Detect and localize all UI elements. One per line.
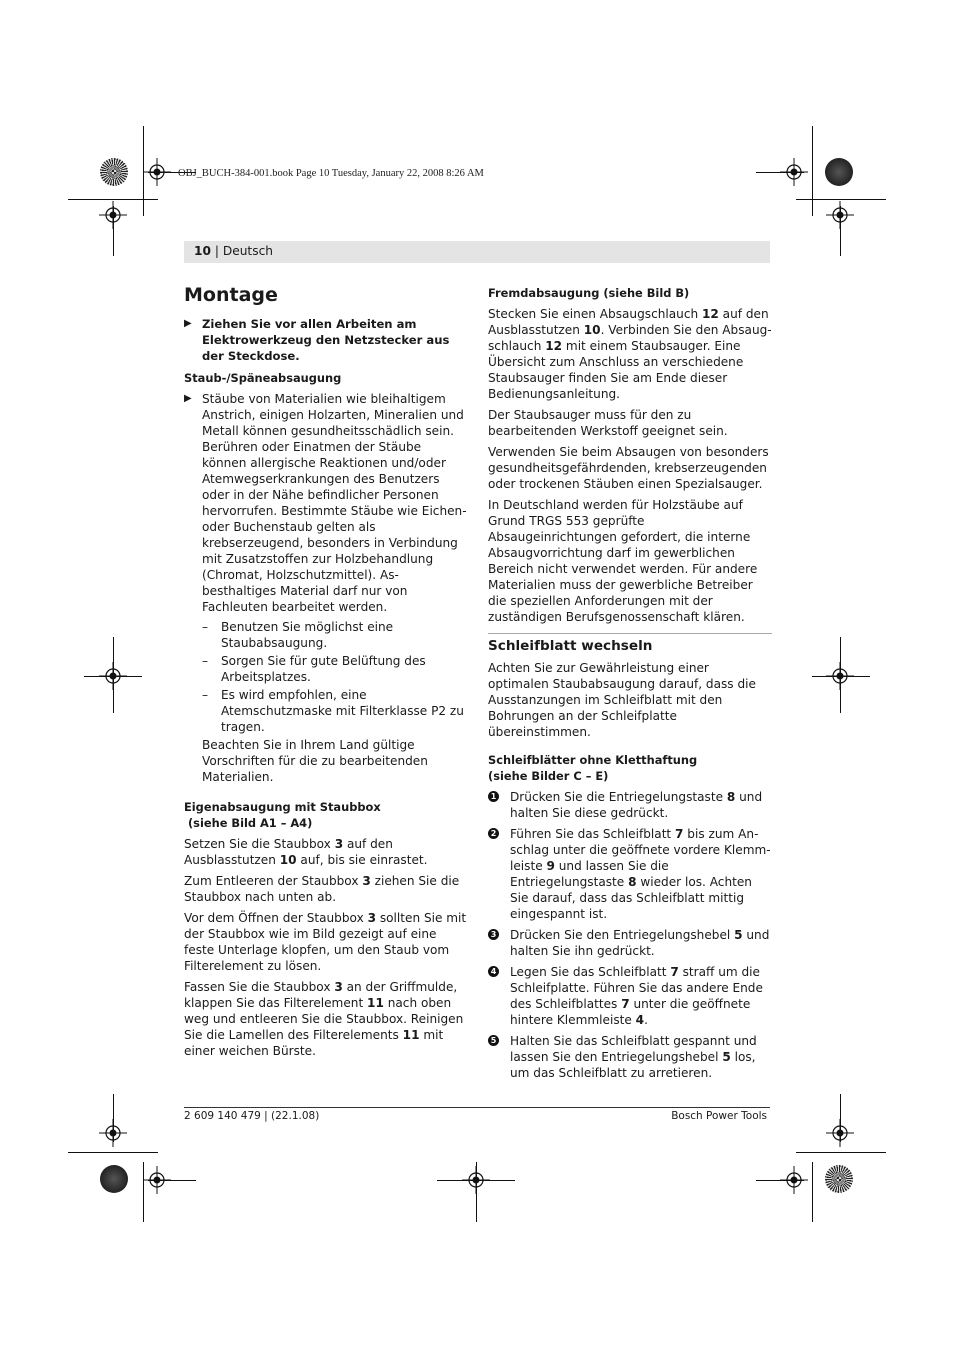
paragraph-attach-box [184, 836, 468, 868]
book-info-line: OBJ_BUCH-384-001.book Page 10 Tuesday, January 22, 2008 8:26 AM [178, 168, 484, 179]
text-run: auf den Ausblasstutzen [488, 307, 769, 337]
text-run: wieder los. Achten Sie darauf, dass das Schleifblatt mittig eingespannt ist. [510, 875, 752, 921]
text-run: ziehen Sie die Staubbox nach unten ab. [184, 874, 460, 904]
header-language: Deutsch [222, 244, 273, 258]
regulations-note: Beachten Sie in Ihrem Land gültige Vorschriften für die zu bearbeitenden Materialien. [202, 738, 428, 784]
text-run: Legen Sie das Schleifblatt [510, 965, 671, 979]
text-run: und lassen Sie die Entriegelungstaste [510, 859, 669, 889]
crop-mark [840, 1094, 841, 1142]
dash-item: – Sorgen Sie für gute Belüftung des Arbeitsplatzes. [202, 654, 426, 684]
text-run: an der Griffmulde, klappen Sie das Filterelement [184, 980, 458, 1010]
paragraph-empty-box [184, 873, 468, 905]
text-run: Stecken Sie einen Absaugschlauch [488, 307, 702, 321]
text-run: auf den Ausblasstutzen [184, 837, 393, 867]
text-run: Halten Sie das Schleifblatt gespannt und lassen Sie den Entriegelungshebel [510, 1034, 757, 1064]
step-item [488, 1033, 772, 1081]
text-run: . [644, 1013, 648, 1027]
text-run: unter die geöffnete hintere Klemmleiste [510, 997, 751, 1027]
crop-mark [840, 206, 841, 256]
heading-own-extraction-ref: (siehe Bild A1 – A4) [184, 816, 313, 830]
dash-item: – Es wird empfohlen, eine Atemschutzmaske mit Filterklasse P2 zu tragen. [202, 688, 464, 734]
paragraph-vacuum-suitable: Der Staubsauger muss für den zu bearbeitenden Werkstoff geeignet sein. [488, 408, 728, 438]
part-number: 12 [545, 339, 563, 353]
step-text [510, 827, 771, 921]
paragraph-connect-hose [488, 306, 772, 402]
step-item [488, 964, 772, 1028]
text-run: Drücken Sie den Entriegelungshebel [510, 928, 735, 942]
part-number: 5 [722, 1050, 731, 1064]
text-run: Führen Sie das Schleifblatt [510, 827, 676, 841]
paragraph-alignment: Achten Sie zur Gewährleistung einer optimalen Staubabsaugung darauf, dass die Ausstanzungen im Schleifblatt mit den Bohrungen an der Schleifplatte übereinstimmen. [488, 661, 756, 739]
crop-mark [812, 1162, 813, 1222]
crop-mark [437, 1180, 515, 1181]
part-number: 8 [726, 790, 736, 804]
text-run: Drücken Sie die Entriegelungstaste [510, 790, 727, 804]
warning-unplug-text: Ziehen Sie vor allen Arbeiten am Elektrowerkzeug den Netzstecker aus der Steckdose. [202, 317, 450, 363]
crop-mark [68, 199, 158, 200]
part-number: 3 [367, 911, 376, 925]
heading-change-sanding-sheet: Schleifblatt wechseln [488, 638, 653, 654]
text-run: los, um das Schleifblatt zu arretieren. [510, 1050, 756, 1080]
heading-no-velcro: Schleifblätter ohne Kletthaftung [488, 753, 698, 767]
text-run: straff um die Schleifplatte. Führen Sie das andere Ende des Schleifblattes [510, 965, 763, 1011]
color-target-icon [825, 158, 853, 186]
crop-mark [812, 676, 870, 677]
text-run: und halten Sie ihn gedrückt. [510, 928, 770, 958]
step-text [510, 790, 762, 820]
text-run: bis zum Anschlag unter die geöffnete vordere Klemmleiste [510, 827, 771, 873]
warning-dust [184, 391, 468, 615]
text-run: . Verbinden Sie den Absaugschlauch [488, 323, 772, 353]
color-target-icon [100, 158, 128, 186]
text-run: mit einer weichen Bürste. [184, 1028, 444, 1058]
triangle-bullet-icon: ▶ [184, 393, 192, 404]
part-number: 10 [583, 323, 601, 337]
paragraph-trgs: In Deutschland werden für Holzstäube auf Grund TRGS 553 geprüfte Absaugeinrichtungen gefordert, die interne Absaugvorrichtung darf im gewerblichen Bereich nicht verwendet werden. Für andere Materialien muss der gewerbliche Betreiber die speziellen Anforderungen mit der zuständigen Berufsgenossenschaft klären. [488, 498, 758, 624]
part-number: 11 [402, 1028, 420, 1042]
step-number-badge: 4 [488, 966, 499, 977]
page-header [194, 244, 273, 258]
page-header-bar [184, 241, 770, 263]
page-number: 10 [194, 244, 211, 258]
right-column [488, 285, 772, 1086]
heading-dust-extraction: Staub-/Späneabsaugung [184, 371, 342, 385]
heading-no-velcro-ref: (siehe Bilder C – E) [488, 769, 609, 783]
section-title-montage: Montage [184, 284, 278, 306]
part-number: 7 [621, 997, 630, 1011]
left-column [184, 283, 468, 1064]
part-number: 10 [279, 853, 297, 867]
step-item [488, 789, 772, 821]
text-run: Fassen Sie die Staubbox [184, 980, 335, 994]
crop-mark [68, 1152, 158, 1153]
triangle-bullet-icon: ▶ [184, 318, 192, 329]
header-separator: | [210, 244, 223, 258]
crop-mark [796, 199, 886, 200]
part-number: 3 [334, 980, 343, 994]
heading-external-extraction: Fremdabsaugung (siehe Bild B) [488, 286, 690, 300]
step-item [488, 826, 772, 922]
part-number: 8 [628, 875, 637, 889]
crop-mark [113, 637, 114, 713]
paragraph-special-vacuum: Verwenden Sie beim Absaugen von besonders gesundheitsgefährdenden, krebserzeugenden oder trockenen Stäuben einen Spezialsauger. [488, 445, 769, 491]
text-run: und halten Sie diese gedrückt. [510, 790, 763, 820]
text-run: auf, bis sie einrastet. [296, 853, 428, 867]
dash-list [184, 619, 468, 735]
crop-mark [143, 126, 144, 216]
section-divider [488, 633, 772, 655]
part-number: 12 [701, 307, 719, 321]
text-run: Vor dem Öffnen der Staubbox [184, 911, 368, 925]
part-number: 9 [546, 859, 555, 873]
crop-mark [756, 172, 804, 173]
crop-mark [756, 1180, 804, 1181]
color-target-icon [100, 1165, 128, 1193]
warning-dust-text: Stäube von Materialien wie bleihaltigem Anstrich, einigen Holzarten, Mineralien und Metall können gesundheitsschädlich sein. Berühren oder Einatmen der Stäube können allergische Reaktionen und/oder Atemwegserkrankungen des Benutzers oder in der Nähe befindlicher Personen hervorrufen. Bestimmte Stäube wie Eichen- oder Buchenstaub gelten als krebserzeugend, besonders in Verbindung mit Zusatzstoffen zur Holzbehandlung (Chromat, Holzschutzmittel). Asbesthaltiges Material darf nur von Fachleuten bearbeitet werden. [202, 392, 467, 614]
crop-mark [113, 206, 114, 256]
color-target-icon [825, 1165, 853, 1193]
part-number: 3 [362, 874, 371, 888]
step-item [488, 927, 772, 959]
text-run: Zum Entleeren der Staubbox [184, 874, 363, 888]
part-number: 11 [367, 996, 384, 1010]
footer-rule [184, 1107, 770, 1108]
text-run: mit einem Staubsauger. Eine Übersicht zum Anschluss an verschiedene Staubsauger finden Sie am Ende dieser Bedienungsanleitung. [488, 339, 744, 401]
crop-mark [84, 676, 142, 677]
crop-mark [143, 1162, 144, 1222]
text-run: Setzen Sie die Staubbox [184, 837, 335, 851]
crop-mark [113, 1094, 114, 1142]
part-number: 4 [635, 1013, 645, 1027]
step-list [488, 789, 772, 1081]
heading-own-extraction: Eigenabsaugung mit Staubbox [184, 800, 381, 814]
crop-mark [796, 1152, 886, 1153]
crop-mark [812, 126, 813, 216]
text-run: sollten Sie mit der Staubbox wie im Bild gezeigt auf eine feste Unterlage klopfen, um den Staub vom Filterelement zu lösen. [184, 911, 467, 973]
step-text [510, 928, 769, 958]
step-text [510, 1034, 757, 1080]
step-number-badge: 3 [488, 929, 499, 940]
step-number-badge: 1 [488, 791, 499, 802]
step-number-badge: 2 [488, 828, 499, 839]
step-text [510, 965, 763, 1027]
warning-unplug [184, 316, 468, 364]
paragraph-clean-filter [184, 979, 468, 1059]
text-run: nach oben weg und entleeren Sie die Staubbox. Reinigen Sie die Lamellen des Filterelements [184, 996, 464, 1042]
part-number: 7 [670, 965, 679, 979]
part-number: 3 [334, 837, 344, 851]
part-number: 7 [675, 827, 684, 841]
paragraph-open-box [184, 910, 468, 974]
crop-mark [148, 1180, 196, 1181]
footer-doc-number: 2 609 140 479 | (22.1.08) [184, 1110, 320, 1122]
crop-mark [840, 637, 841, 713]
step-number-badge: 5 [488, 1035, 499, 1046]
footer-brand: Bosch Power Tools [671, 1110, 767, 1122]
crop-mark [476, 1162, 477, 1222]
part-number: 5 [734, 928, 743, 942]
dash-item: – Benutzen Sie möglichst eine Staubabsaugung. [202, 620, 394, 650]
